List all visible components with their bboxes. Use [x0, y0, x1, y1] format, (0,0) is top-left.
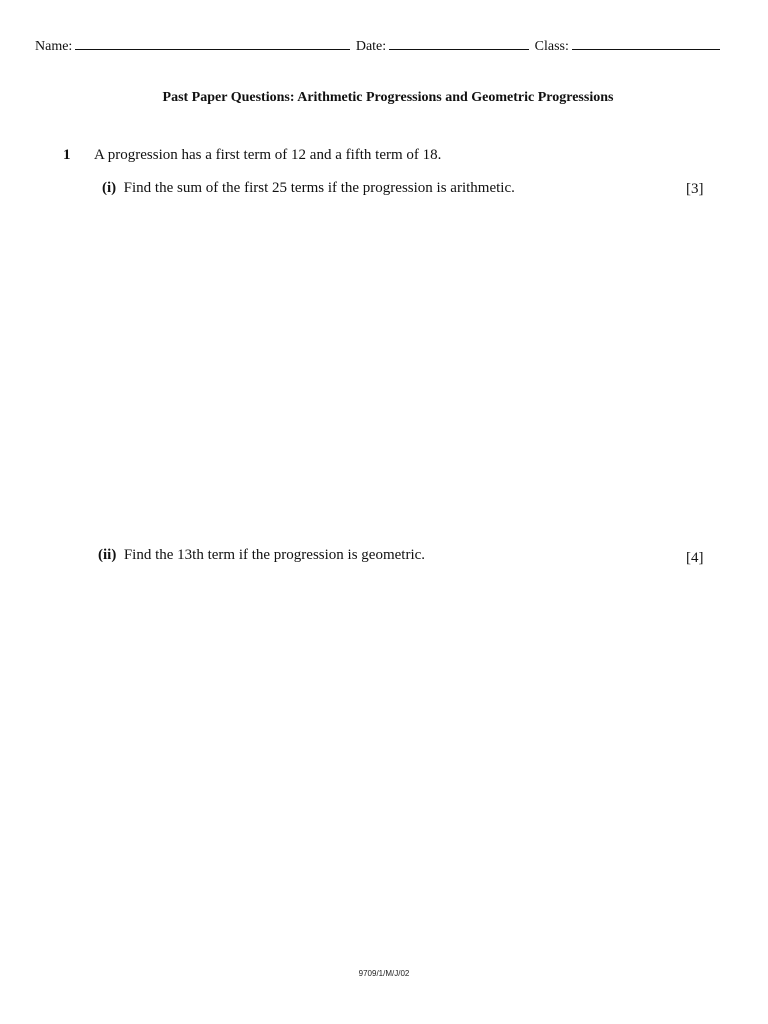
part-ii-label: (ii): [98, 547, 117, 563]
question-part-i: [102, 180, 515, 197]
question-number: 1: [63, 147, 71, 163]
part-ii-text: Find the 13th term if the progression is geometric.: [123, 547, 426, 563]
class-blank-line[interactable]: [572, 37, 720, 50]
part-i-text: Find the sum of the first 25 terms if the progression is arithmetic.: [123, 180, 515, 196]
part-i-label: (i): [102, 180, 117, 196]
date-blank-line[interactable]: [389, 37, 529, 50]
student-info-header: [35, 37, 722, 56]
question-part-ii: [98, 547, 425, 564]
part-i-marks: [3]: [686, 181, 704, 197]
part-ii-marks: [4]: [686, 550, 704, 566]
class-label: Class:: [534, 39, 569, 54]
question-stem: A progression has a first term of 12 and a fifth term of 18.: [94, 147, 442, 163]
date-label: Date:: [355, 39, 387, 54]
paper-code-footer: 9709/1/M/J/02: [358, 969, 410, 978]
name-label: Name:: [35, 39, 73, 54]
document-title: Past Paper Questions: Arithmetic Progressions and Geometric Progressions: [162, 90, 614, 105]
name-blank-line[interactable]: [75, 37, 350, 50]
